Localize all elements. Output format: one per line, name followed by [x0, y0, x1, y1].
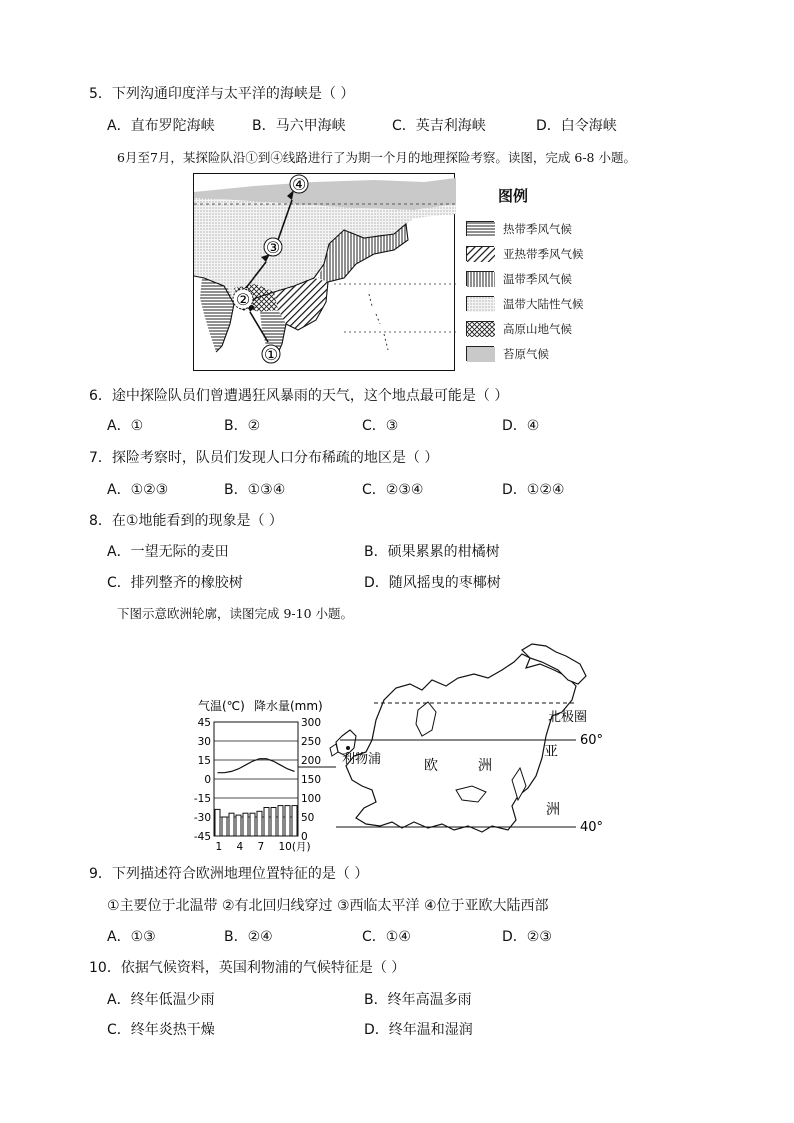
precip-bar	[229, 813, 234, 836]
europe-figure	[193, 640, 616, 855]
q7-option-d[interactable]: D．①②④	[502, 482, 565, 498]
q8-option-b[interactable]: B．硕果累累的柑橘树	[364, 544, 500, 560]
q5-stem: 5．下列沟通印度洋与太平洋的海峡是（ ）	[89, 86, 355, 102]
precip-tick-label: 150	[301, 774, 322, 786]
legend-label: 苔原气候	[503, 347, 549, 361]
liverpool-dot	[346, 746, 350, 750]
precip-bar	[285, 806, 290, 836]
temp-tick-label: 15	[197, 755, 211, 767]
precip-bar	[257, 811, 262, 836]
asia-label-2: 洲	[546, 802, 560, 818]
precip-tick-label: 200	[301, 755, 322, 767]
q10-option-a[interactable]: A．终年低温少雨	[107, 992, 215, 1008]
lat-60-label: 60°	[580, 733, 604, 748]
temperate-monsoon-swatch	[466, 271, 494, 286]
month-tick-label: 4	[236, 841, 244, 853]
europe-figure-graphic	[193, 640, 616, 855]
q10-option-c[interactable]: C．终年炎热干燥	[107, 1022, 215, 1038]
month-tick-label: 10(月)	[278, 841, 311, 853]
q7-option-a[interactable]: A．①②③	[107, 482, 169, 498]
precip-tick-label: 300	[301, 717, 322, 729]
svg-text:④: ④	[291, 175, 307, 194]
q7-option-c[interactable]: C．②③④	[362, 482, 424, 498]
legend-item-subtropical-monsoon	[466, 246, 606, 262]
temp-tick-label: -45	[193, 831, 211, 843]
q10-stem: 10．依据气候资料，英国利物浦的气候特征是（ ）	[89, 960, 406, 976]
q8-option-a[interactable]: A．一望无际的麦田	[107, 544, 229, 560]
precip-tick-label: 100	[301, 793, 322, 805]
month-tick-label: 1	[215, 841, 223, 853]
legend-label: 温带季风气候	[503, 272, 572, 286]
svg-text:②: ②	[235, 290, 251, 309]
temp-axis-label: 气温(℃)	[198, 699, 245, 713]
legend-item-temperate-monsoon	[466, 271, 606, 287]
q6-option-a[interactable]: A．①	[107, 418, 144, 434]
month-tick-label: 7	[257, 841, 265, 853]
legend-label: 亚热带季风气候	[503, 247, 584, 261]
q9-stem: 9．下列描述符合欧洲地理位置特征的是（ ）	[89, 866, 369, 882]
tropical-monsoon-swatch	[466, 221, 494, 236]
legend-item-tundra	[466, 346, 606, 362]
europe-outline	[346, 654, 576, 832]
q6-option-b[interactable]: B．②	[224, 418, 261, 434]
q5-option-c[interactable]: C．英吉利海峡	[392, 118, 486, 134]
q8-option-d[interactable]: D．随风摇曳的枣椰树	[364, 575, 501, 591]
precip-tick-label: 50	[301, 812, 315, 824]
route-point-4	[290, 175, 308, 194]
europe-label-1: 欧	[424, 758, 438, 774]
svg-text:③: ③	[265, 238, 281, 257]
q5-option-b[interactable]: B．马六甲海峡	[252, 118, 346, 134]
europe-label-2: 洲	[478, 758, 492, 774]
temperate-continental-swatch	[466, 296, 494, 311]
lat-40-label: 40°	[580, 820, 604, 835]
q7-stem: 7．探险考察时，队员们发现人口分布稀疏的地区是（ ）	[89, 450, 439, 466]
q7-option-b[interactable]: B．①③④	[224, 482, 286, 498]
q5-option-d[interactable]: D．白令海峡	[536, 118, 617, 134]
precip-tick-label: 250	[301, 736, 322, 748]
precip-tick-label: 0	[301, 831, 308, 843]
tundra-swatch	[466, 346, 494, 361]
plateau-mountain-swatch	[466, 321, 494, 336]
route-point-2	[233, 289, 253, 309]
temp-tick-label: -30	[193, 812, 211, 824]
route-point-3	[264, 238, 282, 257]
map-legend	[466, 183, 596, 368]
precip-bar	[243, 813, 248, 836]
liverpool-label: 利物浦	[342, 752, 382, 767]
legend-item-plateau-mountain	[466, 321, 606, 337]
temp-tick-label: -15	[193, 793, 211, 805]
legend-title: 图例	[498, 187, 529, 205]
legend-label: 热带季风气候	[503, 222, 572, 236]
ireland-outline	[330, 744, 338, 756]
q9-option-c[interactable]: C．①④	[362, 929, 411, 945]
subtropical-monsoon-swatch	[466, 246, 494, 261]
temp-tick-label: 30	[197, 736, 211, 748]
legend-label: 温带大陆性气候	[503, 297, 584, 311]
precip-bar	[236, 815, 241, 836]
q8-option-c[interactable]: C．排列整齐的橡胶树	[107, 575, 243, 591]
precip-bar	[222, 817, 227, 836]
precip-bar	[271, 808, 276, 837]
q10-option-b[interactable]: B．终年高温多雨	[364, 992, 472, 1008]
legend-item-temperate-continental	[466, 296, 606, 312]
q10-option-d[interactable]: D．终年温和湿润	[364, 1022, 473, 1038]
arctic-circle-label: 北极圈	[548, 710, 588, 725]
precip-bar	[264, 808, 269, 837]
precip-bar	[292, 806, 297, 836]
q6-stem: 6．途中探险队员们曾遭遇狂风暴雨的天气，这个地点最可能是（ ）	[89, 388, 509, 404]
q5-option-a[interactable]: A．直布罗陀海峡	[107, 118, 215, 134]
q8-stem: 8．在①地能看到的现象是（ ）	[89, 513, 283, 529]
asia-label-1: 亚	[544, 744, 558, 760]
q9-option-d[interactable]: D．②③	[502, 929, 552, 945]
legend-item-tropical-monsoon	[466, 221, 606, 237]
asia-climate-map	[193, 173, 455, 371]
temp-tick-label: 45	[197, 717, 211, 729]
q9-statements: ①主要位于北温带 ②有北回归线穿过 ③西临太平洋 ④位于亚欧大陆西部	[107, 898, 549, 914]
intro-9-10: 下图示意欧洲轮廓，读图完成 9-10 小题。	[117, 606, 354, 621]
precip-axis-label: 降水量(mm)	[254, 699, 323, 713]
temp-tick-label: 0	[204, 774, 211, 786]
route-point-1	[262, 345, 280, 364]
q9-option-a[interactable]: A．①③	[107, 929, 156, 945]
precip-bar	[278, 806, 283, 836]
q9-option-b[interactable]: B．②④	[224, 929, 273, 945]
svg-text:①: ①	[263, 345, 279, 364]
asia-map-graphic	[194, 174, 456, 372]
precip-bar	[215, 809, 220, 836]
intro-6-8: 6月至7月，某探险队沿①到④线路进行了为期一个月的地理探险考察。读图，完成 6-8 小题。	[117, 150, 636, 165]
q6-option-d[interactable]: D．④	[502, 418, 540, 434]
q6-option-c[interactable]: C．③	[362, 418, 399, 434]
precip-bar	[250, 813, 255, 836]
legend-label: 高原山地气候	[503, 322, 572, 336]
